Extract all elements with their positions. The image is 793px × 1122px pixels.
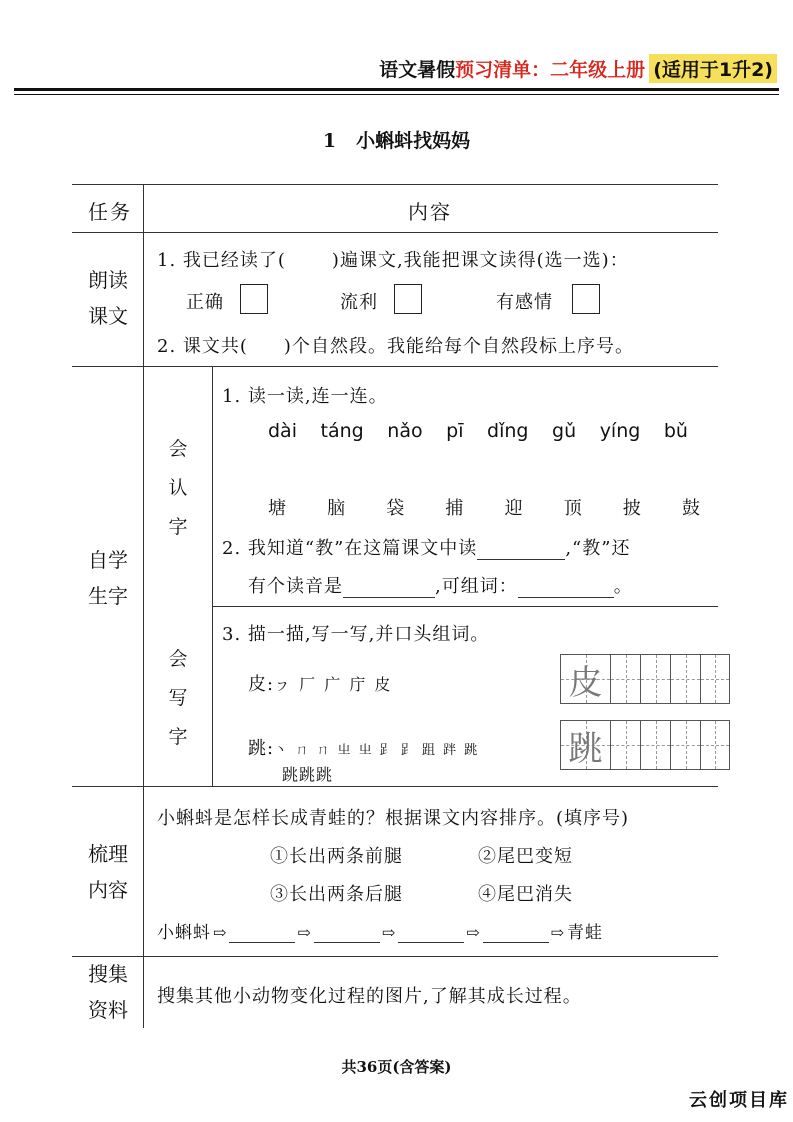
character-item[interactable]: 袋 <box>386 498 405 519</box>
answer-blank[interactable] <box>518 579 614 598</box>
read-question-2: 2. 课文共( )个自然段。我能给每个自然段标上序号。 <box>157 336 634 357</box>
writing-cell[interactable] <box>700 720 730 770</box>
arrow-icon: ⇨ <box>213 923 228 942</box>
writing-cell[interactable] <box>670 720 700 770</box>
checkbox-emotion[interactable] <box>572 284 600 314</box>
writing-grid-tiao <box>560 720 730 770</box>
writing-cell[interactable] <box>610 654 640 704</box>
arrow-icon: ⇨ <box>297 923 312 942</box>
sequence-blank[interactable] <box>314 924 380 943</box>
writing-cell[interactable] <box>640 654 670 704</box>
writing-grid-pi <box>560 654 730 704</box>
read-question-1: 1. 我已经读了( )遍课文,我能把课文读得(选一选)： <box>157 250 629 271</box>
character-item[interactable]: 塘 <box>268 498 286 519</box>
character-item[interactable]: 顶 <box>563 498 582 519</box>
header-rule-thin <box>14 94 779 95</box>
header-title-highlight: (适用于1升2) <box>649 54 777 83</box>
writing-cell[interactable] <box>700 654 730 704</box>
column-header-content: 内容 <box>408 200 452 224</box>
watermark: 云创项目库 <box>689 1090 789 1111</box>
lesson-number: 1 <box>322 130 337 152</box>
character-item[interactable]: 披 <box>622 498 641 519</box>
character-item[interactable]: 脑 <box>327 498 346 519</box>
header-title-black: 语文暑假 <box>379 58 456 81</box>
sub-label-write: 会 写 字 <box>168 648 188 748</box>
stroke-order-pi: 皮:ㇷ 厂 广 庁 皮 <box>248 674 393 695</box>
writing-cell[interactable] <box>670 654 700 704</box>
arrow-icon: ⇨ <box>550 923 566 942</box>
character-row <box>268 494 700 520</box>
lesson-title <box>0 126 793 153</box>
stroke-order-tiao-tail: 跳跳跳 <box>282 765 334 784</box>
writing-cell[interactable] <box>640 720 670 770</box>
read-option-accurate: 正确 <box>186 292 224 313</box>
answer-blank[interactable] <box>477 541 565 560</box>
recognize-question-2-line-1: 2. 我知道“教”在这篇课文中读 ,“教”还 <box>222 538 631 559</box>
model-cell: 跳 <box>560 720 610 770</box>
sort-option-2: ②尾巴变短 <box>478 846 573 867</box>
pinyin-item[interactable]: dǐng <box>487 420 529 442</box>
row-label-sort: 梳理 内容 <box>88 842 128 902</box>
header-title <box>379 52 777 84</box>
recognize-question-2-line-2: 有个读音是 ,可组词： 。 <box>248 576 633 597</box>
write-question-3: 3. 描一描,写一写,并口头组词。 <box>222 624 490 645</box>
checkbox-accurate[interactable] <box>240 284 268 314</box>
sequence-blank[interactable] <box>398 924 464 943</box>
pinyin-row <box>268 420 688 442</box>
pinyin-item[interactable]: yíng <box>599 420 641 442</box>
pinyin-item[interactable]: dài <box>268 420 297 442</box>
recognize-question-1: 1. 读一读,连一连。 <box>222 386 388 407</box>
sort-option-1: ①长出两条前腿 <box>270 846 403 867</box>
lesson-name: 小蝌蚪找妈妈 <box>356 130 471 152</box>
page-footer: 共36页(含答案) <box>341 1058 452 1076</box>
pinyin-item[interactable]: bǔ <box>663 420 688 442</box>
answer-blank[interactable] <box>343 579 435 598</box>
character-item[interactable]: 迎 <box>504 498 523 519</box>
writing-cell[interactable] <box>610 720 640 770</box>
row-label-self-study: 自学 生字 <box>88 548 128 608</box>
read-option-emotion: 有感情 <box>496 292 553 313</box>
model-cell: 皮 <box>560 654 610 704</box>
sequence-blank[interactable] <box>483 924 549 943</box>
arrow-icon: ⇨ <box>466 923 481 942</box>
sort-option-3: ③长出两条后腿 <box>270 884 403 905</box>
pinyin-item[interactable]: nǎo <box>387 420 423 442</box>
arrow-icon: ⇨ <box>381 923 397 942</box>
sort-sequence: 小蝌蚪 ⇨ ⇨ ⇨ ⇨ ⇨ 青蛙 <box>157 923 604 943</box>
header-title-red: 预习清单：二年级上册 <box>455 58 646 81</box>
character-item[interactable]: 鼓 <box>681 498 700 519</box>
checkbox-fluent[interactable] <box>394 284 422 314</box>
row-label-collect: 搜集 资料 <box>88 962 128 1022</box>
sub-label-recognize: 会 认 字 <box>168 438 188 538</box>
collect-text: 搜集其他小动物变化过程的图片,了解其成长过程。 <box>157 986 582 1007</box>
stroke-order-tiao: 跳:丶 ㄇ ㄇ 㞢 㞢 𧾷 𧾷 跙 跘 跳 <box>248 738 480 759</box>
row-label-read: 朗读 课文 <box>88 268 128 328</box>
header-rule-thick <box>14 88 779 91</box>
sequence-blank[interactable] <box>229 924 295 943</box>
pinyin-item[interactable]: pī <box>446 420 464 442</box>
read-option-fluent: 流利 <box>340 292 378 313</box>
column-header-task: 任务 <box>88 200 132 224</box>
pinyin-item[interactable]: táng <box>320 420 364 442</box>
sort-option-4: ④尾巴消失 <box>478 884 573 905</box>
pinyin-item[interactable]: gǔ <box>552 420 577 442</box>
character-item[interactable]: 捕 <box>445 498 464 519</box>
sort-question: 小蝌蚪是怎样长成青蛙的？根据课文内容排序。(填序号) <box>157 808 630 829</box>
